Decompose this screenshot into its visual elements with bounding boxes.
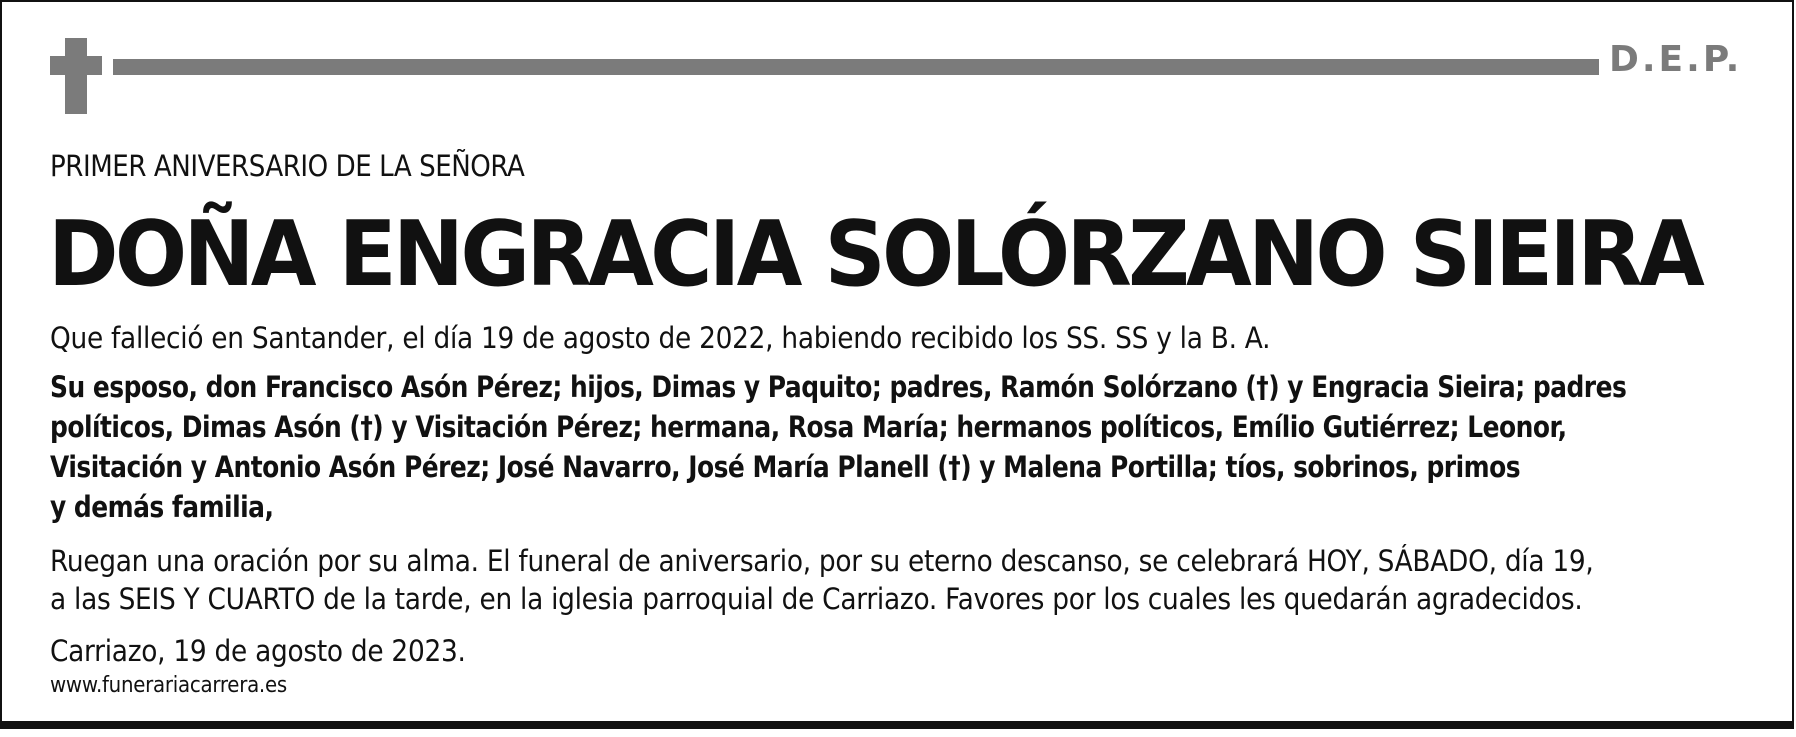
family-line: Visitación y Antonio Asón Pérez; José Navarro, José María Planell (†) y Malena Portilla; tíos, sobrinos, primos xyxy=(50,450,1521,484)
family-line: y demás familia, xyxy=(50,490,274,524)
dep-label: D.E.P. xyxy=(1609,39,1743,80)
cross-icon xyxy=(65,38,87,114)
family-line: Su esposo, don Francisco Asón Pérez; hijos, Dimas y Paquito; padres, Ramón Solórzano (†) y Engracia Sieira; padres xyxy=(50,370,1627,404)
deceased-name: DOÑA ENGRACIA SOLÓRZANO SIEIRA xyxy=(48,202,1702,307)
website-link[interactable]: www.funerariacarrera.es xyxy=(50,673,287,698)
family-line: políticos, Dimas Asón (†) y Visitación Pérez; hermana, Rosa María; hermanos políticos, Emílio Gutiérrez; Leonor, xyxy=(50,410,1567,444)
anniversary-subtitle: PRIMER ANIVERSARIO DE LA SEÑORA xyxy=(50,149,525,183)
place-date: Carriazo, 19 de agosto de 2023. xyxy=(50,634,466,668)
header-rule xyxy=(113,59,1599,75)
ceremony-line: Ruegan una oración por su alma. El funeral de aniversario, por su eterno descanso, se celebrará HOY, SÁBADO, día 19, xyxy=(50,544,1594,578)
ceremony-line: a las SEIS Y CUARTO de la tarde, en la iglesia parroquial de Carriazo. Favores por los cuales les quedarán agradecidos. xyxy=(50,582,1583,616)
intro-text: Que falleció en Santander, el día 19 de agosto de 2022, habiendo recibido los SS. SS y la B. A. xyxy=(50,321,1271,355)
cross-icon-bar xyxy=(50,56,102,75)
